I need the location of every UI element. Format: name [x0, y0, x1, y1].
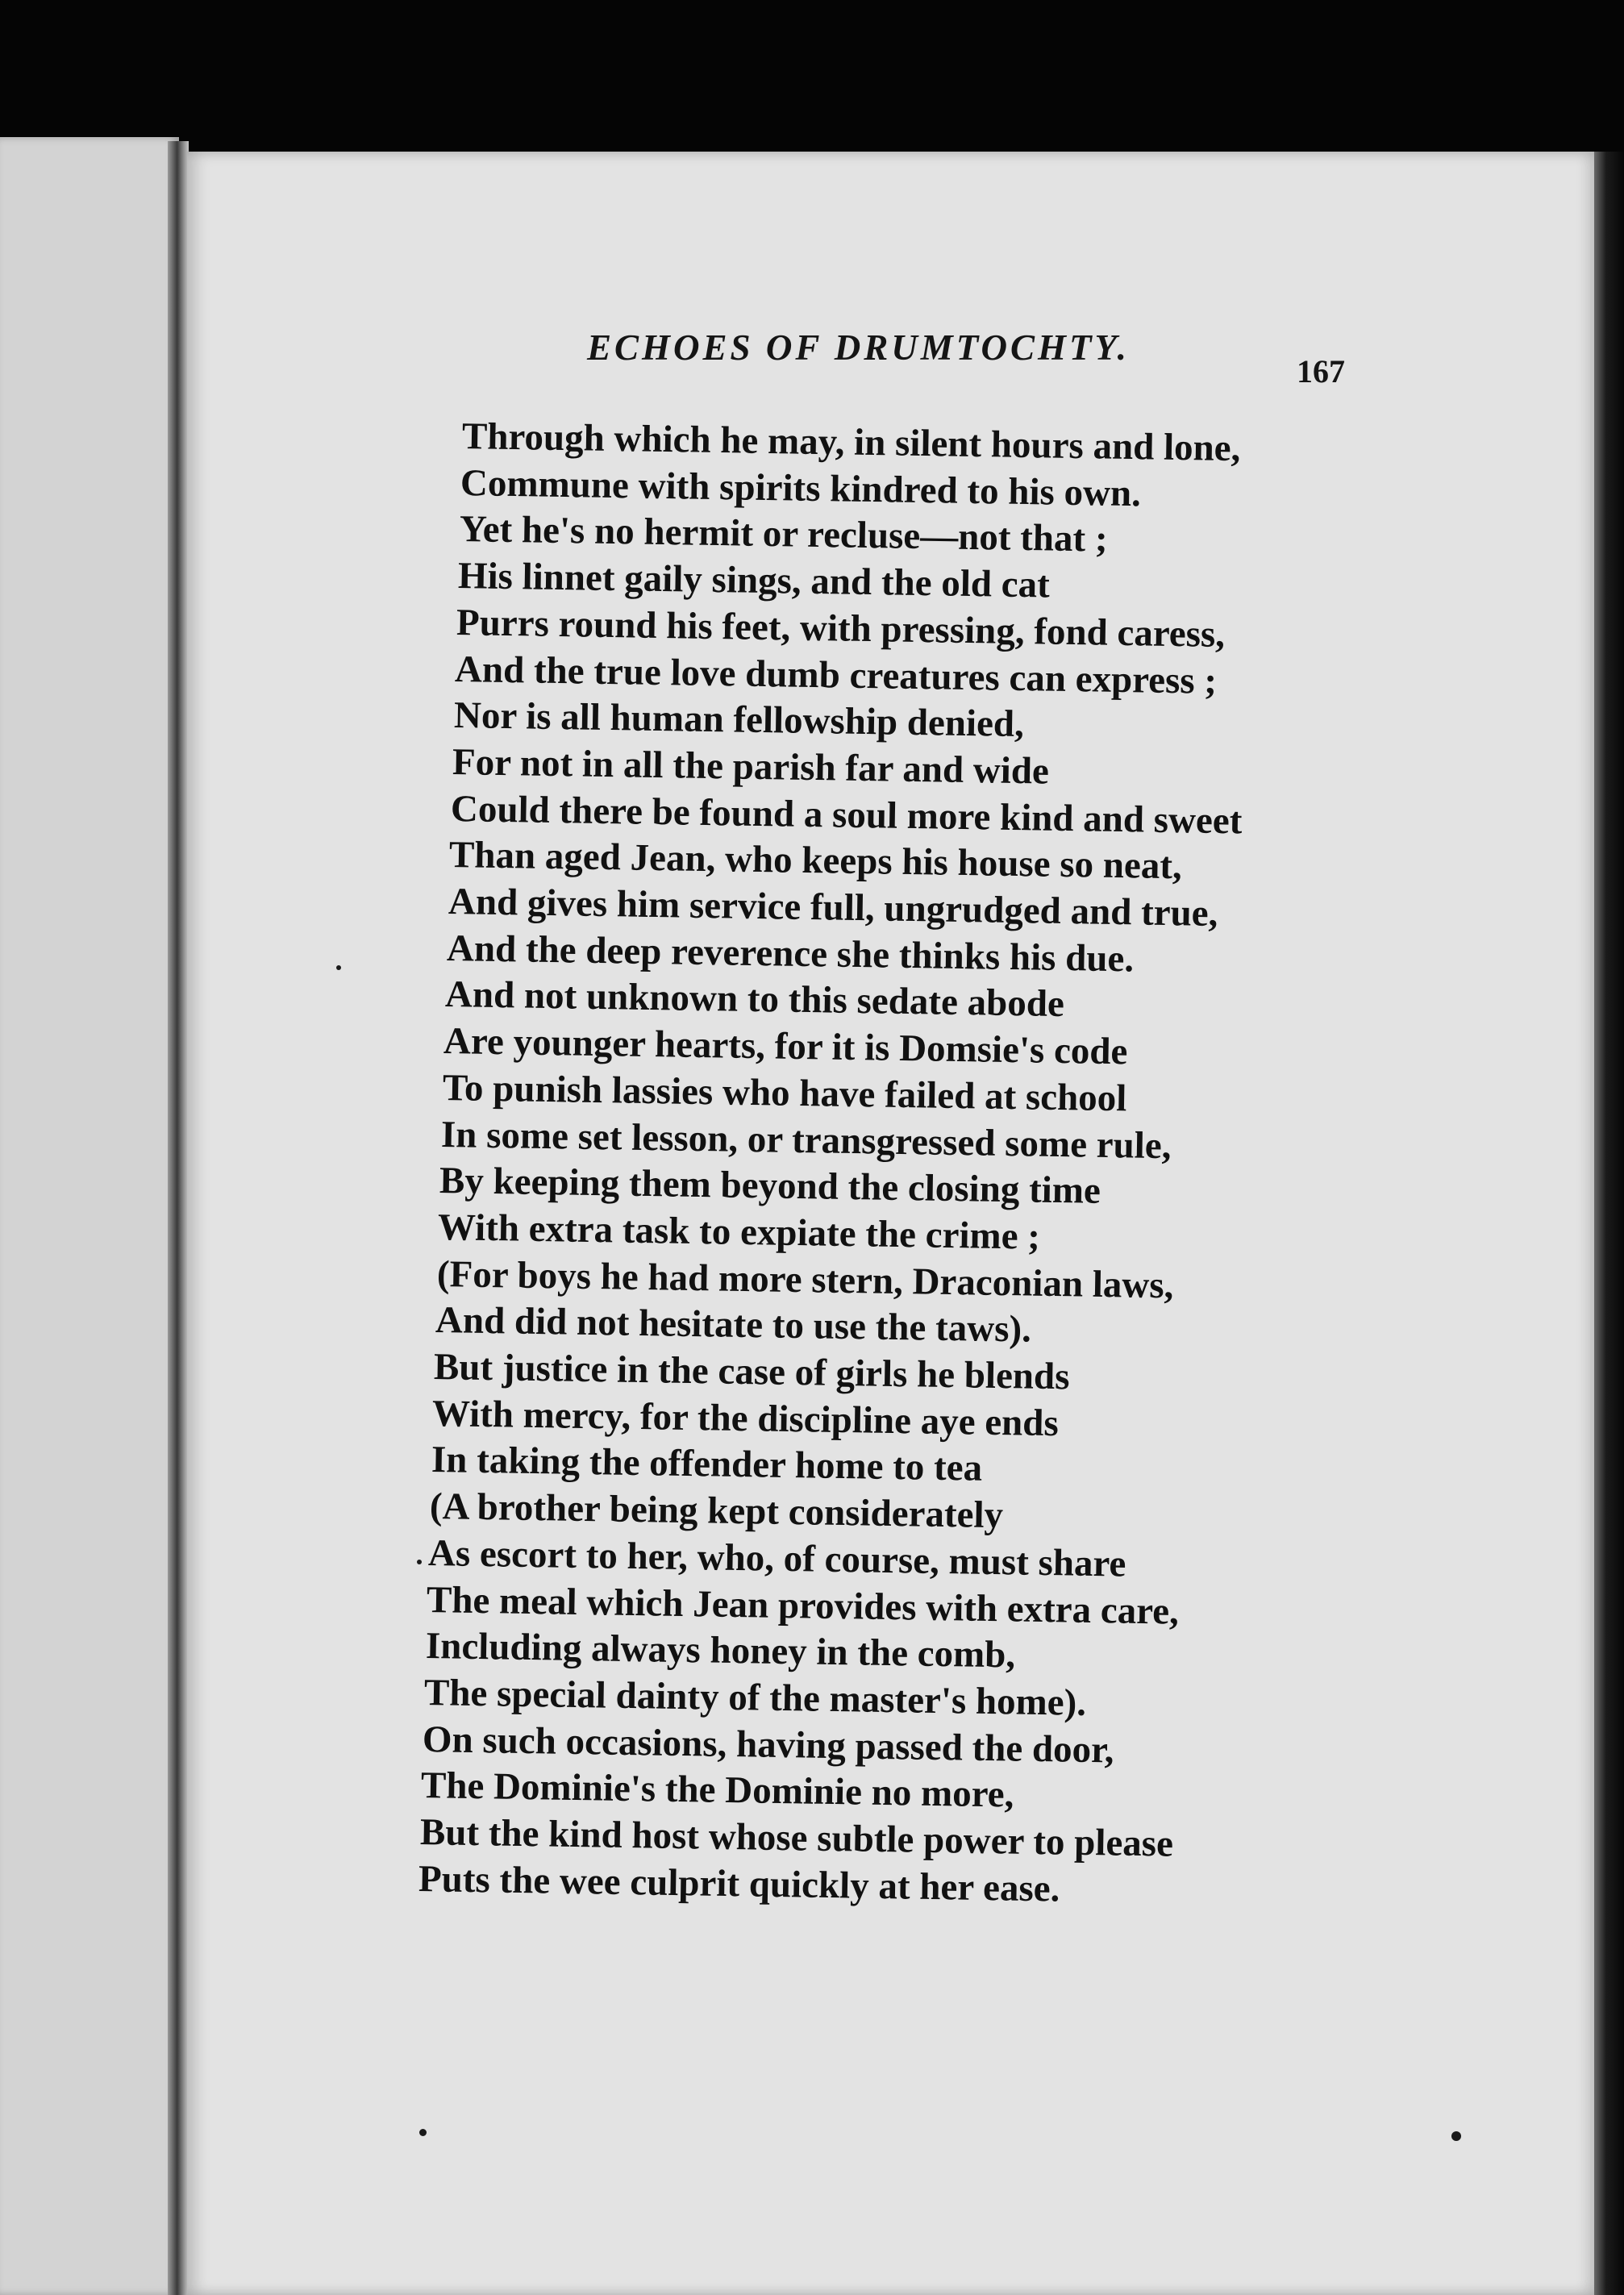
- poem-line: Could there be found a soul more kind and sweet: [450, 787, 1243, 843]
- poem-line: Purrs round his feet, with pressing, fond caress,: [456, 601, 1226, 656]
- poem-line: On such occasions, having passed the door,: [422, 1718, 1115, 1772]
- scan-speck: [419, 2129, 427, 2136]
- poem-line: Than aged Jean, who keeps his house so neat,: [448, 834, 1183, 888]
- poem-line: With extra task to expiate the crime ;: [437, 1206, 1041, 1258]
- page-number: 167: [1297, 353, 1345, 389]
- poem-line: To punish lassies who have failed at school: [442, 1066, 1127, 1120]
- poem-line: As escort to her, who, of course, must share: [427, 1531, 1126, 1585]
- poem-line: And the deep reverence she thinks his due.: [446, 927, 1135, 981]
- poem-line: (A brother being kept considerately: [429, 1485, 1004, 1537]
- poem-line: In some set lesson, or transgressed some rule,: [440, 1113, 1172, 1167]
- poem-line: The Dominie's the Dominie no more,: [421, 1764, 1015, 1816]
- poem-line: With mercy, for the discipline aye ends: [432, 1392, 1060, 1444]
- poem-line: The special dainty of the master's home).: [423, 1671, 1087, 1724]
- poem-line: Puts the wee culprit quickly at her ease.: [418, 1857, 1060, 1910]
- poem-line: And gives him service full, ungrudged and true,: [448, 881, 1218, 935]
- poem-line: Commune with spirits kindred to his own.: [460, 461, 1142, 514]
- poem-line: And did not hesitate to use the taws).: [435, 1299, 1032, 1351]
- poem-line: The meal which Jean provides with extra care,: [427, 1578, 1180, 1633]
- poem-line: His linnet gaily sings, and the old cat: [457, 555, 1050, 606]
- poem-line: For not in all the parish far and wide: [452, 740, 1050, 793]
- scan-speck: [336, 965, 341, 970]
- poem-line: And the true love dumb creatures can express ;: [454, 648, 1218, 702]
- poem-line: Including always honey in the comb,: [425, 1625, 1016, 1676]
- poem-line: But the kind host whose subtle power to please: [419, 1811, 1174, 1865]
- running-head: ECHOES OF DRUMTOCHTY.: [587, 327, 1130, 368]
- poem-line: But justice in the case of girls he blends: [433, 1346, 1071, 1398]
- scan-speck: [417, 1560, 422, 1564]
- poem-line: In taking the offender home to tea: [431, 1439, 983, 1490]
- poem-line: Yet he's no hermit or recluse—not that ;: [459, 508, 1108, 561]
- poem-line: Are younger hearts, for it is Domsie's code: [443, 1020, 1129, 1073]
- scan-speck: [1451, 2131, 1461, 2141]
- poem-line: Through which he may, in silent hours and lone,: [461, 415, 1241, 470]
- poem-line: Nor is all human fellowship denied,: [453, 694, 1024, 746]
- poem-line: By keeping them beyond the closing time: [439, 1160, 1101, 1213]
- poem-line: And not unknown to this sedate abode: [444, 973, 1065, 1026]
- poem-line: (For boys he had more stern, Draconian laws,: [436, 1252, 1174, 1306]
